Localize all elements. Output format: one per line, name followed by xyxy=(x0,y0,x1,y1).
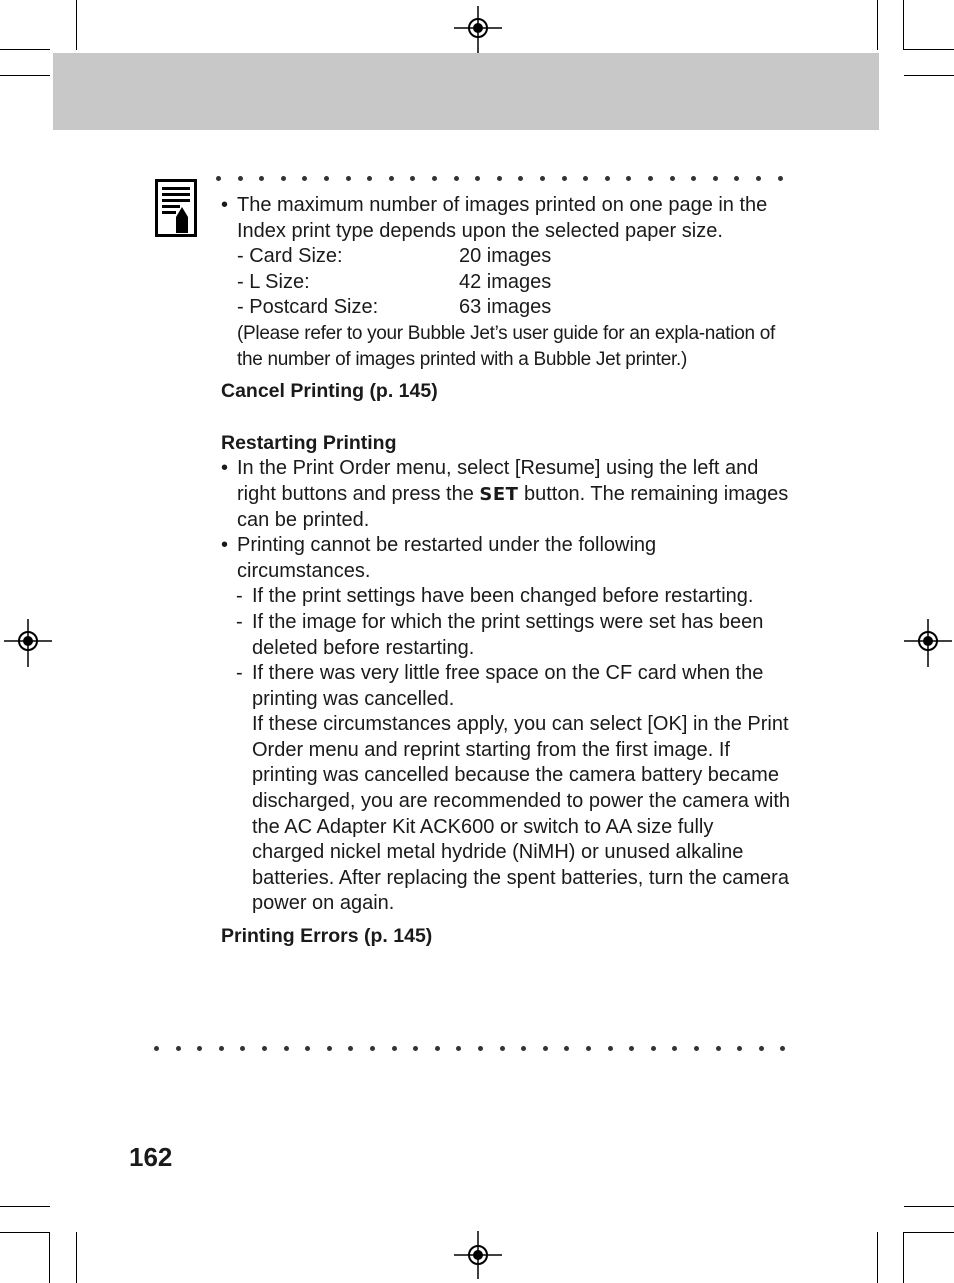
note-content xyxy=(221,193,791,950)
condition-item: - If the image for which the print settings were set has been deleted before restarting. xyxy=(236,610,764,659)
condition-item: - If there was very little free space on the CF card when the printing was cancelled. xyxy=(236,662,764,710)
registration-mark-top-icon xyxy=(454,6,502,54)
condition-text: If there was very little free space on the CF card when the printing was cancelled. xyxy=(252,662,764,710)
restarting-printing-heading: Restarting Printing xyxy=(221,431,397,454)
bullet-mark: • xyxy=(221,457,229,480)
paper-size-row: - L Size: 42 images xyxy=(221,270,791,296)
paper-size-label: Postcard Size: xyxy=(249,296,379,319)
dotted-separator-top xyxy=(216,176,786,182)
bullet-text: The maximum number of images printed on one page in the Index print type depends upon the selected paper size. xyxy=(237,194,768,242)
bullet-mark: • xyxy=(221,194,229,216)
registration-mark-right-icon xyxy=(904,619,952,667)
condition-text: If the print settings have been changed before restarting. xyxy=(252,585,754,608)
conditions-followup: If these circumstances apply, you can select [OK] in the Print Order menu and reprint starting from the first image. If printing was cancelled because the camera battery became discharged, you are recommended to power the camera with the AC Adapter Kit ACK600 or switch to AA size fully charged nickel metal hydride (NiMH) or unused alkaline batteries. After replacing the spent batteries, turn the camera power on again. xyxy=(252,713,791,915)
dotted-separator-bottom xyxy=(154,1046,786,1052)
printing-errors-heading: Printing Errors (p. 145) xyxy=(221,925,433,948)
paper-size-value: 42 images xyxy=(459,270,552,293)
paper-size-label: L Size: xyxy=(249,270,310,293)
condition-text: If the image for which the print settings were set has been deleted before restarting. xyxy=(252,610,764,659)
cancel-printing-heading: Cancel Printing (p. 145) xyxy=(221,380,438,403)
bullet-resume xyxy=(221,456,791,533)
bullet-cannot-restart xyxy=(221,533,791,584)
set-button-icon: SET xyxy=(479,483,519,505)
condition-item: - If the print settings have been changed before restarting. xyxy=(236,585,754,608)
resume-text-pre: In the Print Order menu, select [Resume] using the left and right buttons and press the xyxy=(237,457,759,505)
bullet-mark: • xyxy=(221,534,229,557)
registration-mark-left-icon xyxy=(4,619,52,667)
header-band xyxy=(53,53,879,130)
memo-note-icon xyxy=(155,179,197,237)
cannot-restart-text: Printing cannot be restarted under the following circumstances. xyxy=(237,534,657,582)
paper-size-row: - Postcard Size: 63 images xyxy=(221,295,791,321)
page-number: 162 xyxy=(129,1142,173,1172)
bullet-index-print-limit xyxy=(221,193,791,244)
paper-size-value: 63 images xyxy=(459,296,552,319)
paper-size-label: Card Size: xyxy=(249,245,343,268)
bubble-jet-note: (Please refer to your Bubble Jet’s user guide for an expla-nation of the number of images printed with a Bubble Jet printer.) xyxy=(237,322,775,370)
resume-text-post: button. The remaining images can be printed. xyxy=(237,482,789,531)
paper-size-row: - Card Size: 20 images xyxy=(221,244,791,270)
paper-size-value: 20 images xyxy=(459,245,552,268)
registration-mark-bottom-icon xyxy=(454,1231,502,1279)
